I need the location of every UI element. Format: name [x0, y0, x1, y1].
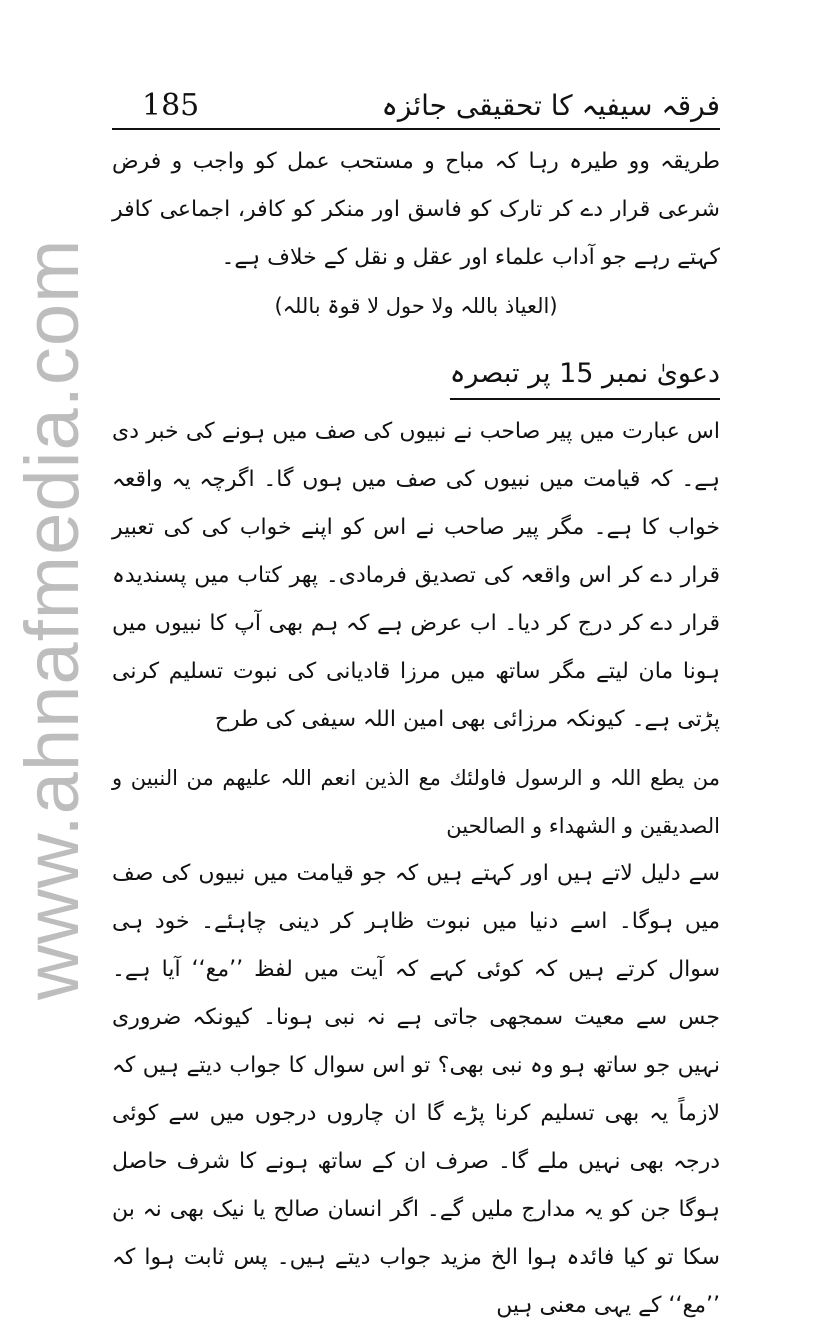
page-body	[112, 138, 720, 1330]
paragraph-2: سے دلیل لاتے ہیں اور کہتے ہیں کہ جو قیامت میں نبیوں کی صف میں ہوگا۔ اسے دنیا میں نبوت ظاہر کر دینی چاہئے۔ خود ہی سوال کرتے ہیں کہ کوئی کہے کہ آیت میں لفظ ’’مع‘‘ آیا ہے۔ جس سے معیت سمجھی جاتی ہے نہ نبی ہونا۔ کیونکہ ضروری نہیں جو ساتھ ہو وہ نبی بھی؟ تو اس سوال کا جواب دیتے ہیں کہ لازماً یہ بھی تسلیم کرنا پڑے گا ان چاروں درجوں میں سے کوئی درجہ بھی نہیں ملے گا۔ صرف ان کے ساتھ ہونے کا شرف حاصل ہوگا جن کو یہ مدارج ملیں گے۔ اگر انسان صالح یا نیک بھی نہ بن سکا تو کیا فائدہ ہوا الخ مزید جواب دیتے ہیں۔ پس ثابت ہوا کہ ’’مع‘‘ کے یہی معنی ہیں	[112, 861, 720, 1318]
header-divider	[112, 128, 720, 130]
quranic-verse: من یطع اللہ و الرسول فاولئك مع الذین انعم اللہ علیهم من النبین و الصدیقین و الشهداء و الصالحین	[112, 766, 720, 838]
page-number: 185	[142, 88, 200, 123]
section-heading-wrapper	[112, 338, 720, 408]
invocation-line: (العیاذ باللہ ولا حول لا قوۃ باللہ)	[274, 294, 558, 318]
running-title: فرقہ سیفیہ کا تحقیقی جائزہ	[381, 89, 720, 122]
page-header	[112, 86, 720, 130]
section-heading: دعویٰ نمبر 15 پر تبصرہ	[450, 352, 720, 400]
paragraph-1: اس عبارت میں پیر صاحب نے نبیوں کی صف میں ہونے کی خبر دی ہے۔ کہ قیامت میں نبیوں کی صف میں ہوں گا۔ اگرچہ یہ واقعہ خواب کا ہے۔ مگر پیر صاحب نے اس کو اپنے خواب کی کی تعبیر قرار دے کر اس واقعہ کی تصدیق فرمادی۔ پھر کتاب میں پسندیدہ قرار دے کر درج کر دیا۔ اب عرض ہے کہ ہم بھی آپ کا نبیوں میں ہونا مان لیتے مگر ساتھ میں مرزا قادیانی کی نبوت تسلیم کرنی پڑتی ہے۔ کیونکہ مرزائی بھی امین اللہ سیفی کی طرح	[112, 419, 720, 732]
watermark-text: www.ahnafmedia.com	[10, 238, 95, 1000]
intro-paragraph: طریقہ وو طیرہ رہا کہ مباح و مستحب عمل کو واجب و فرض شرعی قرار دے کر تارک کو فاسق اور منکر کو کافر، اجماعی کافر کہتے رہے جو آداب علماء اور عقل و نقل کے خلاف ہے۔	[112, 149, 720, 270]
spacer	[112, 330, 720, 338]
